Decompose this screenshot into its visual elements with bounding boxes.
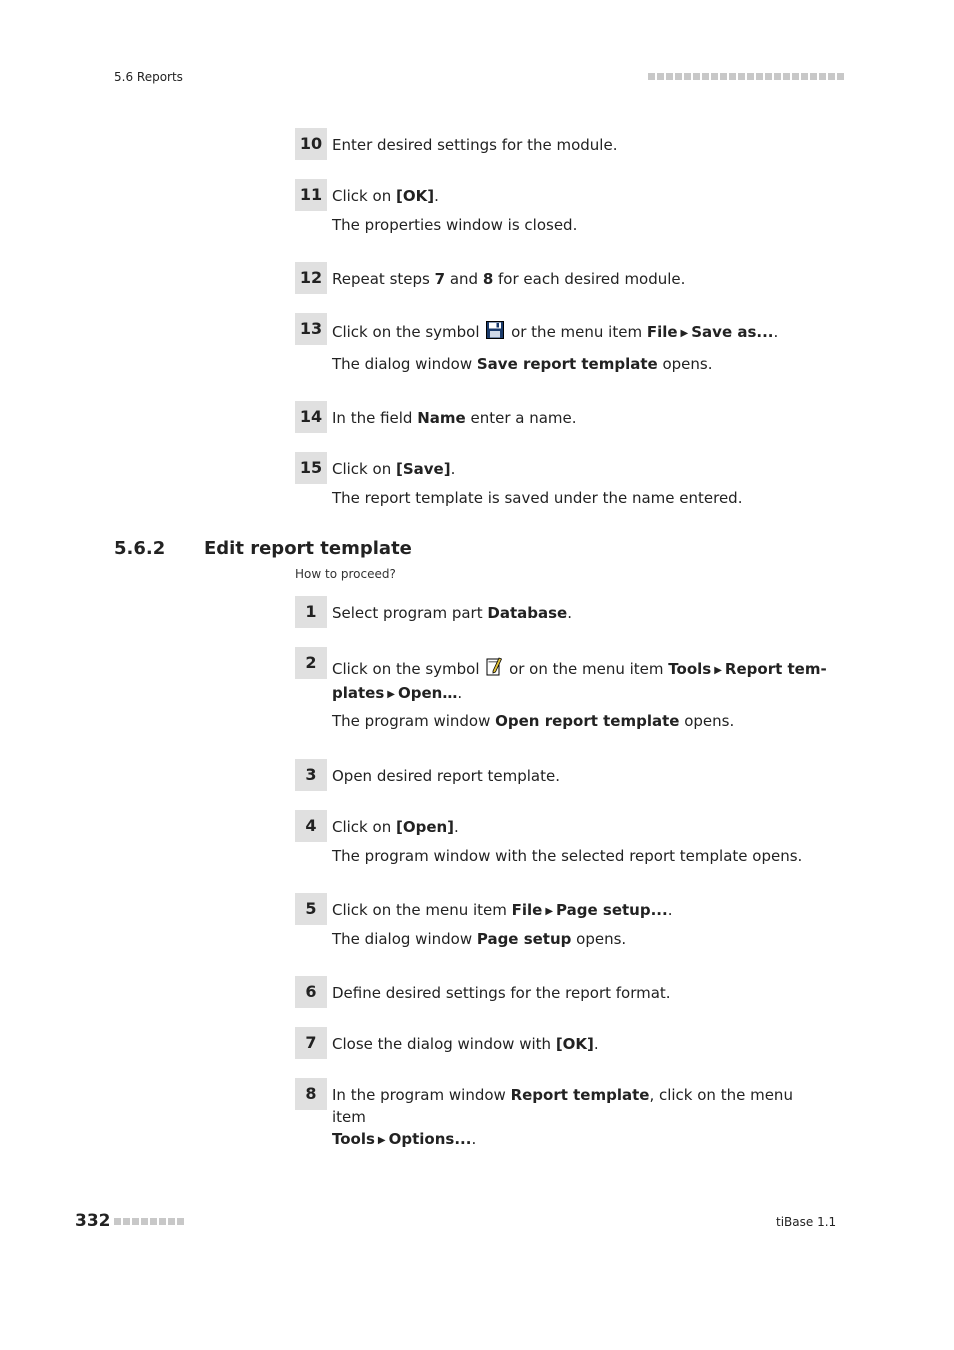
step-text: In the program window Report template, click on the menu item Tools ▶ Options.... xyxy=(332,1084,830,1152)
step-text: Click on the symbol or the menu item File ▶ Save as.... xyxy=(332,321,830,345)
step-text: Repeat steps 7 and 8 for each desired module. xyxy=(332,270,686,288)
step-number: 11 xyxy=(295,179,327,211)
step-number: 3 xyxy=(295,759,327,791)
step-result: The report template is saved under the name entered. xyxy=(332,489,743,507)
section-number: 5.6.2 xyxy=(114,538,166,559)
header-dots xyxy=(648,73,844,80)
step-text: In the field Name enter a name. xyxy=(332,409,577,427)
step-number: 7 xyxy=(295,1027,327,1059)
page-number: 332 xyxy=(75,1211,111,1231)
step-text: Click on [Open]. xyxy=(332,818,459,836)
step-result: The properties window is closed. xyxy=(332,216,578,234)
triangle-right-icon: ▶ xyxy=(714,665,722,676)
footer-product: tiBase 1.1 xyxy=(776,1215,837,1229)
step-text: Close the dialog window with [OK]. xyxy=(332,1035,599,1053)
triangle-right-icon: ▶ xyxy=(545,906,554,917)
step-number: 4 xyxy=(295,810,327,842)
step-result: The program window Open report template opens. xyxy=(332,712,735,730)
step-result: The dialog window Page setup opens. xyxy=(332,930,627,948)
edit-template-icon xyxy=(486,656,502,682)
step-number: 5 xyxy=(295,893,327,925)
section-title: Edit report template xyxy=(204,538,412,559)
step-text: Define desired settings for the report format. xyxy=(332,984,671,1002)
triangle-right-icon: ▶ xyxy=(387,689,395,700)
step-text: Click on the symbol or on the menu item Tools ▶ Report tem- plates ▶ Open…. xyxy=(332,656,830,706)
step-number: 8 xyxy=(295,1078,327,1110)
section-intro: How to proceed? xyxy=(295,567,396,581)
floppy-disk-icon xyxy=(486,321,504,345)
triangle-right-icon: ▶ xyxy=(377,1135,386,1146)
footer-dots xyxy=(114,1218,184,1225)
step-text: Click on [Save]. xyxy=(332,460,456,478)
step-number: 10 xyxy=(295,128,327,160)
step-text: Click on the menu item File ▶ Page setup.... xyxy=(332,899,830,923)
step-number: 2 xyxy=(295,647,327,679)
step-number: 1 xyxy=(295,596,327,628)
step-text: Open desired report template. xyxy=(332,767,560,785)
step-number: 14 xyxy=(295,401,327,433)
step-text: Click on [OK]. xyxy=(332,187,439,205)
step-result: The dialog window Save report template opens. xyxy=(332,355,713,373)
step-text: Select program part Database. xyxy=(332,604,572,622)
step-number: 13 xyxy=(295,313,327,345)
header-section: 5.6 Reports xyxy=(114,70,183,84)
step-number: 12 xyxy=(295,262,327,294)
step-number: 6 xyxy=(295,976,327,1008)
step-number: 15 xyxy=(295,452,327,484)
triangle-right-icon: ▶ xyxy=(680,328,689,339)
step-text: Enter desired settings for the module. xyxy=(332,136,618,154)
step-result: The program window with the selected report template opens. xyxy=(332,847,803,865)
